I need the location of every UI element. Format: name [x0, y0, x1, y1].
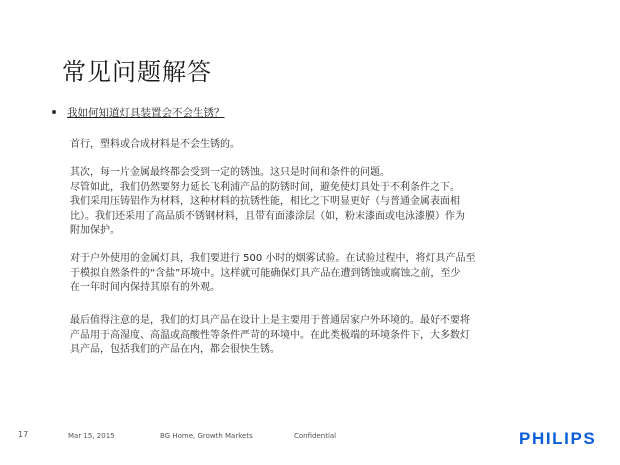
page-title: 常见问题解答 [62, 58, 212, 86]
footer-department: BG Home, Growth Markets [160, 432, 253, 440]
paragraph-line: 最后值得注意的是，我们的灯具产品在设计上是主要用于普通居家户外环境的。最好不要将 [70, 315, 470, 326]
paragraph-line: 比）。我们还采用了高品质不锈钢材料，且带有面漆涂层（如，粉末漆面或电泳漆膜）作为 [70, 210, 465, 222]
page-number: 17 [18, 430, 29, 439]
question-text: 我如何知道灯具装置会不会生锈？ [67, 107, 225, 119]
answer-paragraph-1 [70, 138, 560, 153]
paragraph-line: 首行，塑料或合成材料是不会生锈的。 [70, 139, 240, 150]
paragraph-line: 附加保护。 [70, 225, 120, 236]
answer-paragraph-3 [70, 252, 560, 296]
paragraph-line: 于模拟自然条件的“含盐”环境中。这样就可能确保灯具产品在遭到锈蚀或腐蚀之前，至少 [70, 267, 461, 279]
footer-confidential: Confidential [294, 432, 337, 440]
paragraph-line: 我们采用压铸铝作为材料，这种材料的抗锈性能，相比之下明显更好（与普通金属表面相 [70, 196, 460, 207]
paragraph-line: 尽管如此，我们仍然要努力延长飞利浦产品的防锈时间，避免使灯具处于不利条件之下。 [70, 181, 460, 193]
paragraph-line: 产品用于高湿度、高温或高酸性等条件严苛的环境中。在此类极端的环境条件下，大多数灯 [70, 329, 470, 341]
bullet-icon [52, 110, 56, 114]
paragraph-line: 在一年时间内保持其原有的外观。 [70, 282, 220, 293]
answer-paragraph-2 [70, 166, 560, 239]
philips-logo: PHILIPS [519, 429, 597, 448]
paragraph-line: 其次，每一片金属最终都会受到一定的锈蚀。这只是时间和条件的问题。 [70, 167, 390, 178]
footer-date: Mar 15, 2015 [68, 432, 115, 440]
paragraph-line: 具产品，包括我们的产品在内，都会很快生锈。 [70, 344, 280, 355]
paragraph-line: 对于户外使用的金属灯具，我们要进行 500 小时的烟雾试验。在试验过程中，将灯具产品至 [70, 253, 476, 264]
answer-paragraph-4 [70, 314, 560, 358]
